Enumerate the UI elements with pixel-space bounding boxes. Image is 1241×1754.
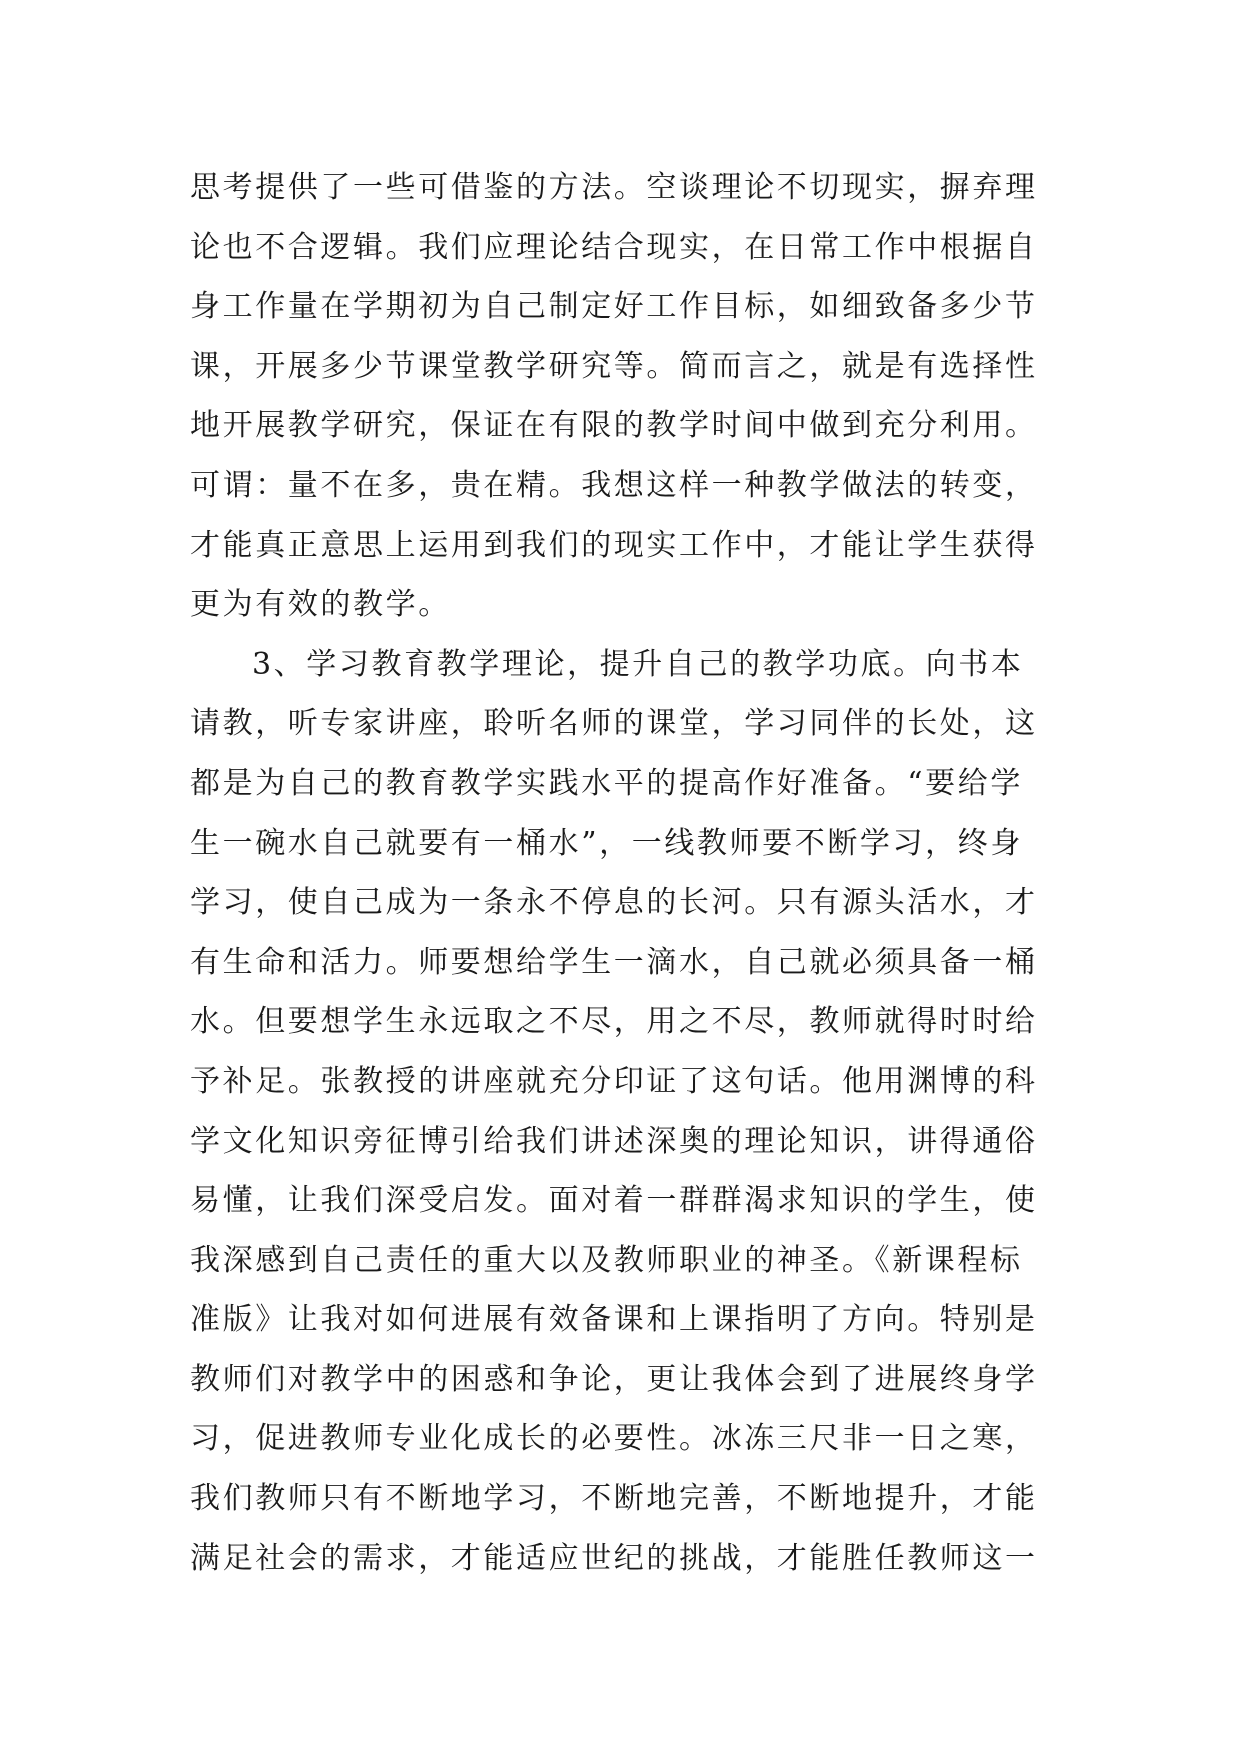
text-line: 学文化知识旁征博引给我们讲述深奥的理论知识，讲得通俗 [190, 1123, 1038, 1159]
text-line: 教师们对教学中的困惑和争论，更让我体会到了进展终身学 [190, 1361, 1038, 1397]
text-line: 课，开展多少节课堂教学研究等。简而言之，就是有选择性 [190, 348, 1038, 384]
text-line: 学习，使自己成为一条永不停息的长河。只有源头活水，才 [190, 885, 1038, 921]
text-line: 我深感到自己责任的重大以及教师职业的神圣。《新课程标 [190, 1242, 1023, 1278]
paragraph-start-line: 3、学习教育教学理论，提升自己的教学功底。向书本 [252, 646, 1024, 682]
text-line: 地开展教学研究，保证在有限的教学时间中做到充分利用。 [190, 408, 1038, 444]
text-line: 水。但要想学生永远取之不尽，用之不尽，教师就得时时给 [190, 1004, 1038, 1040]
text-line: 有生命和活力。师要想给学生一滴水，自己就必须具备一桶 [190, 944, 1038, 980]
text-line: 思考提供了一些可借鉴的方法。空谈理论不切现实，摒弃理 [190, 170, 1038, 205]
text-line: 习，促进教师专业化成长的必要性。冰冻三尺非一日之寒， [190, 1421, 1038, 1457]
body-text [190, 158, 1060, 1588]
text-line: 可谓：量不在多，贵在精。我想这样一种教学做法的转变， [190, 467, 1038, 503]
text-line: 满足社会的需求，才能适应世纪的挑战，才能胜任教师这一 [190, 1540, 1038, 1576]
text-line: 生一碗水自己就要有一桶水”，一线教师要不断学习，终身 [190, 825, 1023, 861]
text-line: 请教，听专家讲座，聆听名师的课堂，学习同伴的长处，这 [190, 706, 1038, 742]
text-line: 易懂，让我们深受启发。面对着一群群渴求知识的学生，使 [190, 1183, 1038, 1219]
text-line: 更为有效的教学。 [190, 587, 451, 623]
text-line: 我们教师只有不断地学习，不断地完善，不断地提升，才能 [190, 1481, 1038, 1517]
text-line: 论也不合逻辑。我们应理论结合现实，在日常工作中根据自 [190, 229, 1038, 265]
text-line: 准版》让我对如何进展有效备课和上课指明了方向。特别是 [190, 1302, 1038, 1338]
text-line: 身工作量在学期初为自己制定好工作目标，如细致备多少节 [190, 289, 1038, 325]
text-line: 予补足。张教授的讲座就充分印证了这句话。他用渊博的科 [190, 1063, 1038, 1099]
text-line: 才能真正意思上运用到我们的现实工作中，才能让学生获得 [190, 527, 1038, 563]
text-line: 都是为自己的教育教学实践水平的提高作好准备。“要给学 [190, 765, 1023, 801]
